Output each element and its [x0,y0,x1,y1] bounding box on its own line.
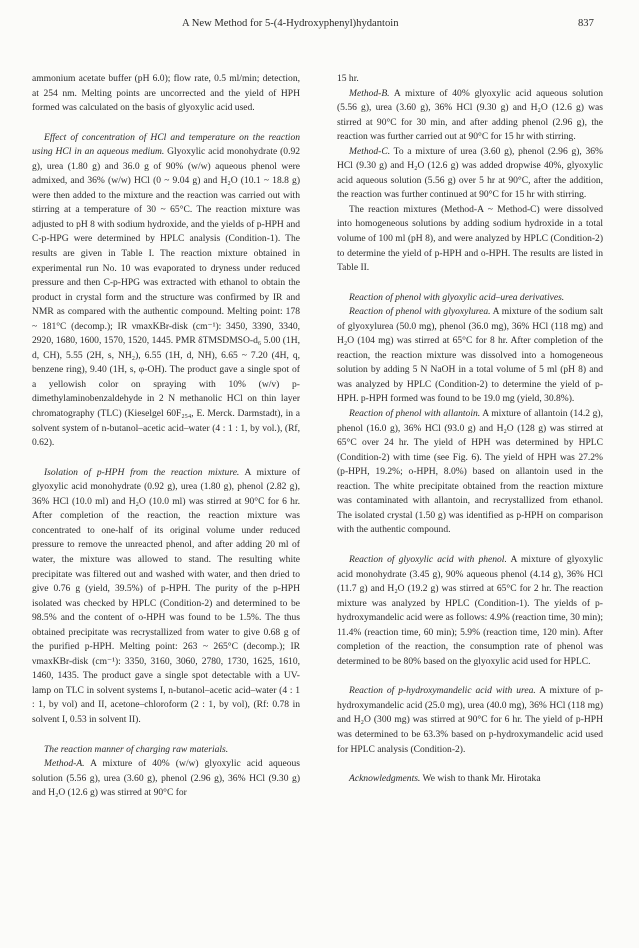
method-label: Method-A. [44,758,85,770]
paragraph [32,757,300,801]
paragraph-body: A mixture of the sodium salt of glyoxylurea (50.0 mg), phenol (36.0 mg), 36% HCl (118 mg) and H₂O (104 mg) was stirred at 65°C for 8 hr. After completion of the reaction, the reaction mixture was dissolved into a homogeneous solution by adding 5 N NaOH in a total volume of 5 ml (pH 8) and was analyzed by HPLC (Condition-2) to determine the yield of p-HPH. p-HPH formed was found to be 19.0 mg (yield, 30.8%). [337,306,604,405]
section-heading: The reaction manner of charging raw materials. [44,743,229,755]
paragraph [337,305,603,407]
method-label: Method-B. [349,87,390,99]
paragraph [337,684,603,757]
left-column [32,72,300,801]
section-heading: Reaction of glyoxylic acid with phenol. [349,553,507,565]
paragraph: ammonium acetate buffer (pH 6.0); flow rate, 0.5 ml/min; detection, at 254 nm. Melting points are uncorrected and the yield of HPH formed was calculated on the basis of glyoxylic acid used. [32,73,300,114]
paragraph [337,772,603,787]
section-heading: Reaction of p-hydroxymandelic acid with urea. [349,685,536,697]
right-column [337,72,603,787]
paragraph [337,87,603,145]
paragraph-body: A mixture of 40% (w/w) glyoxylic acid aqueous solution (5.56 g), urea (3.60 g), phenol (2.96 g), 36% HCl (9.30 g) and H₂O (12.6 g) was stirred at 90°C for [32,758,300,799]
acknowledgments-label: Acknowledgments. [349,773,421,785]
paragraph-body: A mixture of 40% glyoxylic acid aqueous solution (5.56 g), urea (3.60 g), 36% HCl (9.30 g) and H₂O (12.6 g) was stirred at 90°C for 30 min, and after adding phenol (2.96 g), the reaction was further carried out at 90°C for 15 hr with stirring. [337,87,603,143]
paragraph [32,131,300,451]
paragraph [32,466,300,728]
paragraph-body: A mixture of glyoxylic acid monohydrate (3.45 g), 90% aqueous phenol (4.14 g), 36% HCl (11.7 g) and H₂O (19.2 g) was stirred at 65°C for 2 hr. The reaction mixture was analyzed by HPLC (Condition-1). The yields of p-hydroxymandelic acid were as follows: 4.9% (reaction time, 30 min); 11.4% (reaction time, 60 min); 5.9% (reaction time, 120 min). After completion of the reaction, the consumption rate of phenol was determined to be 80% based on the glyoxylic acid used for HPLC. [337,553,603,667]
paragraph [337,407,603,538]
paragraph-body: A mixture of glyoxylic acid monohydrate (0.92 g), urea (1.80 g), phenol (2.82 g), 36% HCl (10.0 ml) and H₂O (10.0 ml) was stirred at 90°C for 6 hr. After completion of the reaction, the reaction mixture was concentrated to one-half of its original volume under reduced pressure to remove the unreacted phenol, and after adding 20 ml of water, the mixture was allowed to stand. The resulting white precipitate was filtered out and washed with water, and then dried to give 0.76 g (yield, 39.5%) of p-HPH. The purity of the p-HPH isolated was checked by HPLC (Condition-2) and determined to be 98.5% and the content of o-HPH was found to be 1.5%. The thus obtained precipitate was recrystallized from water to give 0.68 g of the purified p-HPH. Melting point: 263 ~ 265°C (decomp.); IR νmaxKBr-disk (cm⁻¹): 3350, 3160, 3060, 2780, 1730, 1625, 1610, 1460, 1435. The product gave a single spot detectable with a UV-lamp on TLC in solvent systems I, n-butanol–acetic acid–water (4 : 1 : 1, by vol) and II, acetone–chloroform (2 : 1, by vol), (Rf: 0.78 in solvent I, 0.53 in solvent II). [32,466,301,725]
paragraph: 15 hr. [337,73,359,84]
paragraph [337,553,603,669]
section-heading: Reaction of phenol with glyoxylic acid–urea derivatives. [349,291,565,303]
running-title: A New Method for 5-(4-Hydroxyphenyl)hydantoin [182,18,399,29]
paragraph: The reaction mixtures (Method-A ~ Method-C) were dissolved into homogeneous solutions by adding sodium hydroxide in a total volume of 100 ml (pH 8), and were analyzed by HPLC (Condition-2) to determine the yield of p-HPH and o-HPH. The results are listed in Table II. [337,203,603,274]
running-header [0,18,639,38]
section-heading: Effect of concentration of HCl and temperature on the reaction using HCl in an aqueous medium. [32,131,300,158]
section-heading: Isolation of p-HPH from the reaction mixture. [44,466,240,478]
method-label: Method-C. [349,145,391,157]
paragraph-body: We wish to thank Mr. Hirotaka [420,773,541,785]
paragraph-body: A mixture of allantoin (14.2 g), phenol (16.0 g), 36% HCl (93.0 g) and H₂O (128 g) was stirred at 65°C over 24 hr. The yield of HPH was determined by HPLC (Condition-2) with time (see Fig. 6). The yield of HPH was 27.2% (p-HPH, 19.2%; o-HPH, 8.0%) based on allantoin used in the reaction. The white precipitate obtained from the reaction mixture was contaminated with allantoin, and recrystallized from ethanol. The isolated crystal (1.50 g) was identified as p-HPH on comparison with the authentic compound. [337,408,603,536]
paragraph-body: A mixture of p-hydroxymandelic acid (25.0 mg), urea (40.0 mg), 36% HCl (118 mg) and H₂O (300 mg) was stirred at 90°C for 6 hr. The yield of p-HPH was determined to be 63.3% based on p-hydroxymandelic acid used for HPLC analysis (Condition-2). [337,685,604,755]
paragraph [337,145,603,203]
page-number: 837 [578,18,594,29]
paragraph-body: Glyoxylic acid monohydrate (0.92 g), urea (1.80 g) and 36.0 g of 90% (w/w) aqueous phenol were admixed, and 36% (w/w) HCl (0 ~ 9.04 g) and H₂O (10.1 ~ 18.8 g) were then added to the mixture and the reaction was carried out with stirring at a temperature of 30 ~ 65°C. The reaction mixture was adjusted to pH 8 with sodium hydroxide, and the yields of p-HPH and C-p-HPG were determined by HPLC analysis (Condition-1). The results are given in Table I. The reaction mixture obtained in experimental run No. 10 was evaporated to dryness under reduced pressure and then C-p-HPG was extracted with ethanol to obtain the product in crystal form and the structure was confirmed by IR and NMR as compared with the authentic compound. Melting point: 178 ~ 181°C (decomp.); IR νmaxKBr-disk (cm⁻¹): 3450, 3390, 3340, 2920, 1680, 1600, 1570, 1520, 1445. PMR δTMSDMSO-d₆ 5.00 (1H, d, CH), 5.55 (2H, s, NH₂), 6.55 (1H, d, NH), 6.65 ~ 7.20 (4H, q, benzene ring), 9.40 (1H, s, φ-OH). The product gave a single spot of a yellowish color on spraying with 10% (w/v) p-dimethylaminobenzaldehyde in 2 N methanolic HCl on thin layer chromatography (TLC) (Kieselgel 60F₂₅₄, E. Merck. Darmstadt), in a solvent system of n-butanol–acetic acid–water (4 : 1 : 1, by vol.), (Rf, 0.62). [32,146,301,449]
paragraph-body: To a mixture of urea (3.60 g), phenol (2.96 g), 36% HCl (9.30 g) and H₂O (12.6 g) was added dropwise 40%, glyoxylic acid aqueous solution (5.56 g) over 5 hr at 90°C, after the addition, the reaction was further continued at 90°C for 15 hr with stirring. [337,145,603,201]
section-heading: Reaction of phenol with glyoxylurea. [349,306,491,318]
section-heading: Reaction of phenol with allantoin. [349,408,481,420]
